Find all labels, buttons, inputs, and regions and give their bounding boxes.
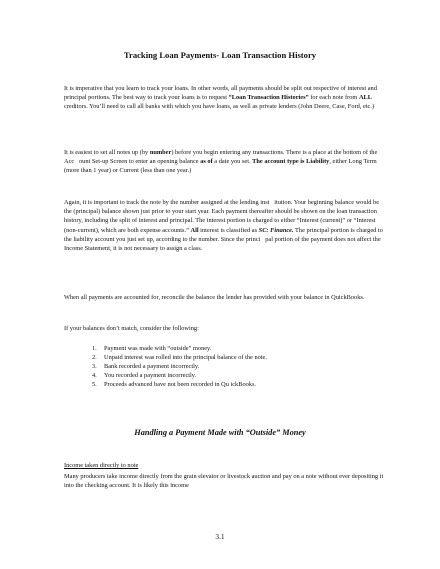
list-text: Proceeds advanced have not been recorded in Qu ickBooks.	[104, 380, 257, 388]
paragraph-setup-notes	[64, 148, 386, 176]
bold-text: as of	[200, 158, 213, 166]
text: It is easiest to set all notes up (by	[64, 149, 150, 156]
list-number: 1.	[92, 345, 97, 352]
list-number: 4.	[92, 371, 97, 379]
page-number: 3.1	[215, 532, 225, 541]
subheading: Income taken directly to note	[64, 462, 139, 469]
paragraph-track-note	[64, 198, 386, 253]
text: pal portion of the payment does not affect the Income Statement, it is not necessary to assign a class.	[64, 235, 381, 253]
bold-text: All	[190, 226, 199, 234]
bold-text: SC: Finance.	[258, 226, 294, 234]
paragraph-reconcile: When all payments are accounted for, reconcile the balance the lender has provided with your balance in QuickBooks.	[64, 294, 365, 301]
text: creditors. You’ll need to call all banks with which you have loans, as well as private lenders (John Deere, Case, Ford, etc.)	[64, 103, 375, 111]
list-item	[92, 354, 267, 363]
text: , either Long Term (more than 1 year) or Current (less than one year.)	[64, 158, 377, 175]
list-item	[92, 345, 267, 354]
text: Again, it is important to track the note by the number assigned at the lending inst	[64, 199, 270, 206]
list-number: 5.	[92, 380, 97, 388]
paragraph-balances-dont-match: If your balances don’t match, consider the following:	[64, 325, 199, 332]
list-text: Bank recorded a payment incorrectly.	[104, 362, 200, 370]
bold-text: number	[149, 149, 172, 156]
list-number: 3.	[92, 362, 97, 370]
bold-text: ALL	[358, 94, 372, 102]
list-text: Unpaid interest was rolled into the principal balance of the note.	[104, 353, 267, 361]
paragraph-income-to-note: Many producers take income directly from the grain elevator or livestock auction and pay on a note without ever depositing it into the checking account. It is likely this income	[64, 473, 384, 490]
text: ) before you begin entering any transactions. There is a place at the bottom of the Acc	[64, 149, 378, 166]
bold-text: “Loan Transaction Histories”	[228, 94, 309, 102]
text: itution. Your beginning balance would be the (principal) balance shown just prior to your start year. Each payment thereafter should be shown on the loan transaction history, including the split of interest and principal. The interest portion is charged to either “Interest (current)” or “Interest (non-current), which are both expense accounts.”	[64, 199, 380, 234]
mismatch-reasons-list	[92, 345, 267, 390]
page-title: Tracking Loan Payments- Loan Transaction History	[123, 50, 317, 60]
list-item	[92, 363, 267, 372]
list-text: Payment was made with “outside” money.	[104, 345, 212, 352]
text: for each note from	[308, 94, 359, 102]
list-number: 2.	[92, 353, 97, 361]
text: interest is classified as	[198, 226, 259, 234]
paragraph-loan-tracking	[64, 84, 386, 112]
text: It is imperative that you learn to track your loans. In other words, all payments should be split out respective of interest and principal portions. The best way to track your loans is to request	[64, 85, 377, 102]
bold-text: The account type is Liability	[252, 158, 330, 166]
list-item	[92, 381, 267, 390]
text: The principal portion is charged to the liability account you just set up, according to the number. Since the princi	[64, 226, 383, 243]
list-text: You recorded a payment incorrectly.	[104, 371, 197, 379]
text: ount Set-up Screen to enter an opening balance	[78, 158, 201, 166]
section-title: Handling a Payment Made with “Outside” Money	[134, 428, 306, 437]
list-item	[92, 372, 267, 381]
text: a date you set.	[212, 158, 253, 166]
